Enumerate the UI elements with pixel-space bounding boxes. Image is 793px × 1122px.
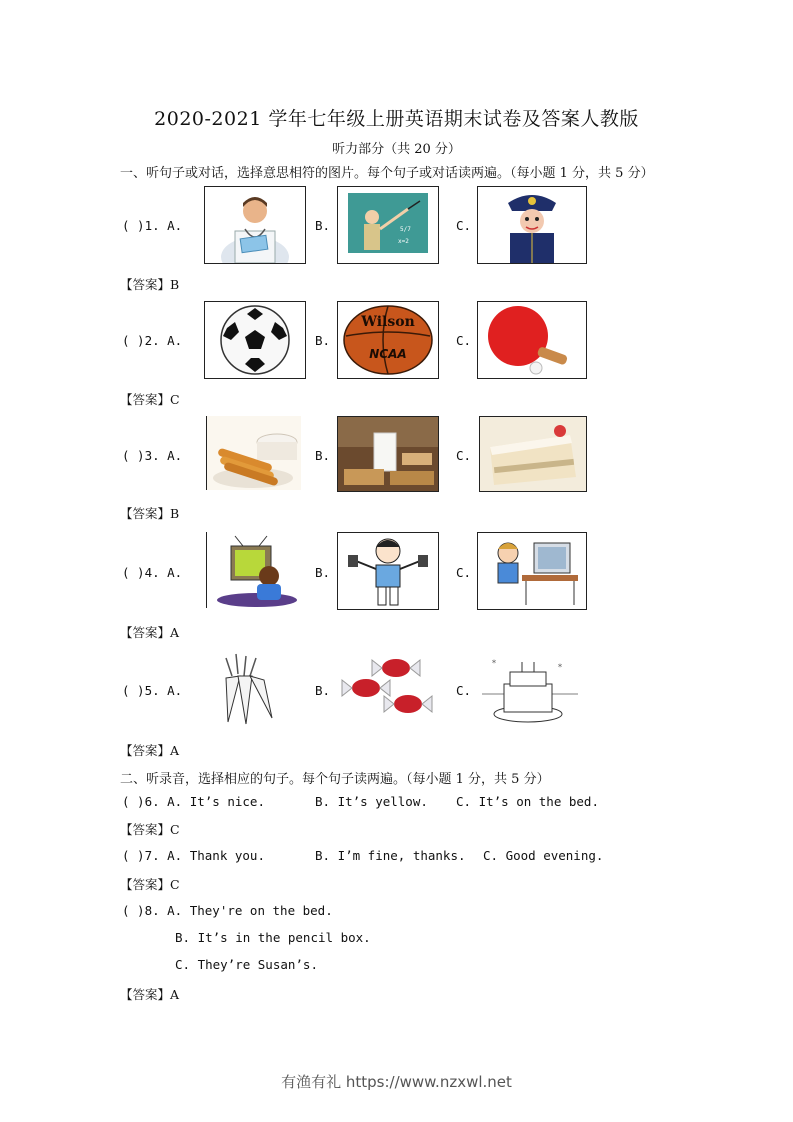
question-8-text: ( )8. A. They're on the bed. <box>122 903 333 918</box>
answer-2: 【答案】C <box>120 392 180 407</box>
page-subtitle: 听力部分（共 20 分） <box>332 142 461 157</box>
question-7-option-b: B. I’m fine, thanks. <box>315 848 466 863</box>
teacher-image <box>337 186 439 264</box>
basketball-league-text: NCAA <box>369 347 407 361</box>
svg-text:*: * <box>558 663 562 672</box>
soccer-ball-image <box>204 301 306 379</box>
svg-text:*: * <box>492 659 496 668</box>
computer-user-image <box>477 532 587 610</box>
page-title: 2020-2021 学年七年级上册英语期末试卷及答案人教版 <box>154 108 639 130</box>
ping-pong-paddle-image <box>477 301 587 379</box>
candies-image <box>340 652 440 728</box>
question-6-option-b: B. It’s yellow. <box>315 794 428 809</box>
option-b-label: B. <box>315 448 331 463</box>
section-2-heading: 二、听录音，选择相应的句子。每个句子读两遍。（每小题 1 分，共 5 分） <box>120 772 550 787</box>
svg-text:5/7: 5/7 <box>400 226 411 233</box>
exercising-boy-image <box>337 532 439 610</box>
question-8-option-c: C. They’re Susan’s. <box>175 957 318 972</box>
option-c-label: C. <box>456 565 472 580</box>
carrots-image <box>206 652 286 726</box>
option-b-label: B. <box>315 565 331 580</box>
option-b-label: B. <box>315 218 331 233</box>
question-6-option-c: C. It’s on the bed. <box>456 794 599 809</box>
question-4-number: ( )4. A. <box>122 565 183 580</box>
option-b-label: B. <box>315 333 331 348</box>
option-c-label: C. <box>456 448 472 463</box>
svg-text:x=2: x=2 <box>398 238 409 245</box>
footer-watermark[interactable]: 有渔有礼 https://www.nzxwl.net <box>281 1073 512 1091</box>
milk-and-bread-image <box>337 416 439 492</box>
answer-3: 【答案】B <box>120 506 180 521</box>
question-7-text: ( )7. A. Thank you. <box>122 848 265 863</box>
basketball-brand-text: Wilson <box>361 314 415 330</box>
fried-dough-sticks-image <box>206 416 301 490</box>
question-8-option-b: B. It’s in the pencil box. <box>175 930 371 945</box>
answer-8: 【答案】A <box>120 987 180 1002</box>
question-7-option-c: C. Good evening. <box>483 848 604 863</box>
answer-7: 【答案】C <box>120 877 180 892</box>
watching-tv-image <box>206 532 301 608</box>
cake-slice-image <box>479 416 587 492</box>
answer-1: 【答案】B <box>120 277 180 292</box>
answer-4: 【答案】A <box>120 625 180 640</box>
question-6-text: ( )6. A. It’s nice. <box>122 794 265 809</box>
policeman-image <box>477 186 587 264</box>
question-2-number: ( )2. A. <box>122 333 183 348</box>
doctor-image <box>204 186 306 264</box>
option-b-label: B. <box>315 683 331 698</box>
basketball-image <box>337 301 439 379</box>
section-1-heading: 一、听句子或对话，选择意思相符的图片。每个句子或对话读两遍。（每小题 1 分，共 5 分） <box>120 166 654 181</box>
option-c-label: C. <box>456 218 472 233</box>
question-5-number: ( )5. A. <box>122 683 183 698</box>
answer-6: 【答案】C <box>120 822 180 837</box>
option-c-label: C. <box>456 333 472 348</box>
birthday-cake-image <box>482 652 578 726</box>
option-c-label: C. <box>456 683 472 698</box>
question-1-number: ( )1. A. <box>122 218 183 233</box>
question-3-number: ( )3. A. <box>122 448 183 463</box>
answer-5: 【答案】A <box>120 743 180 758</box>
